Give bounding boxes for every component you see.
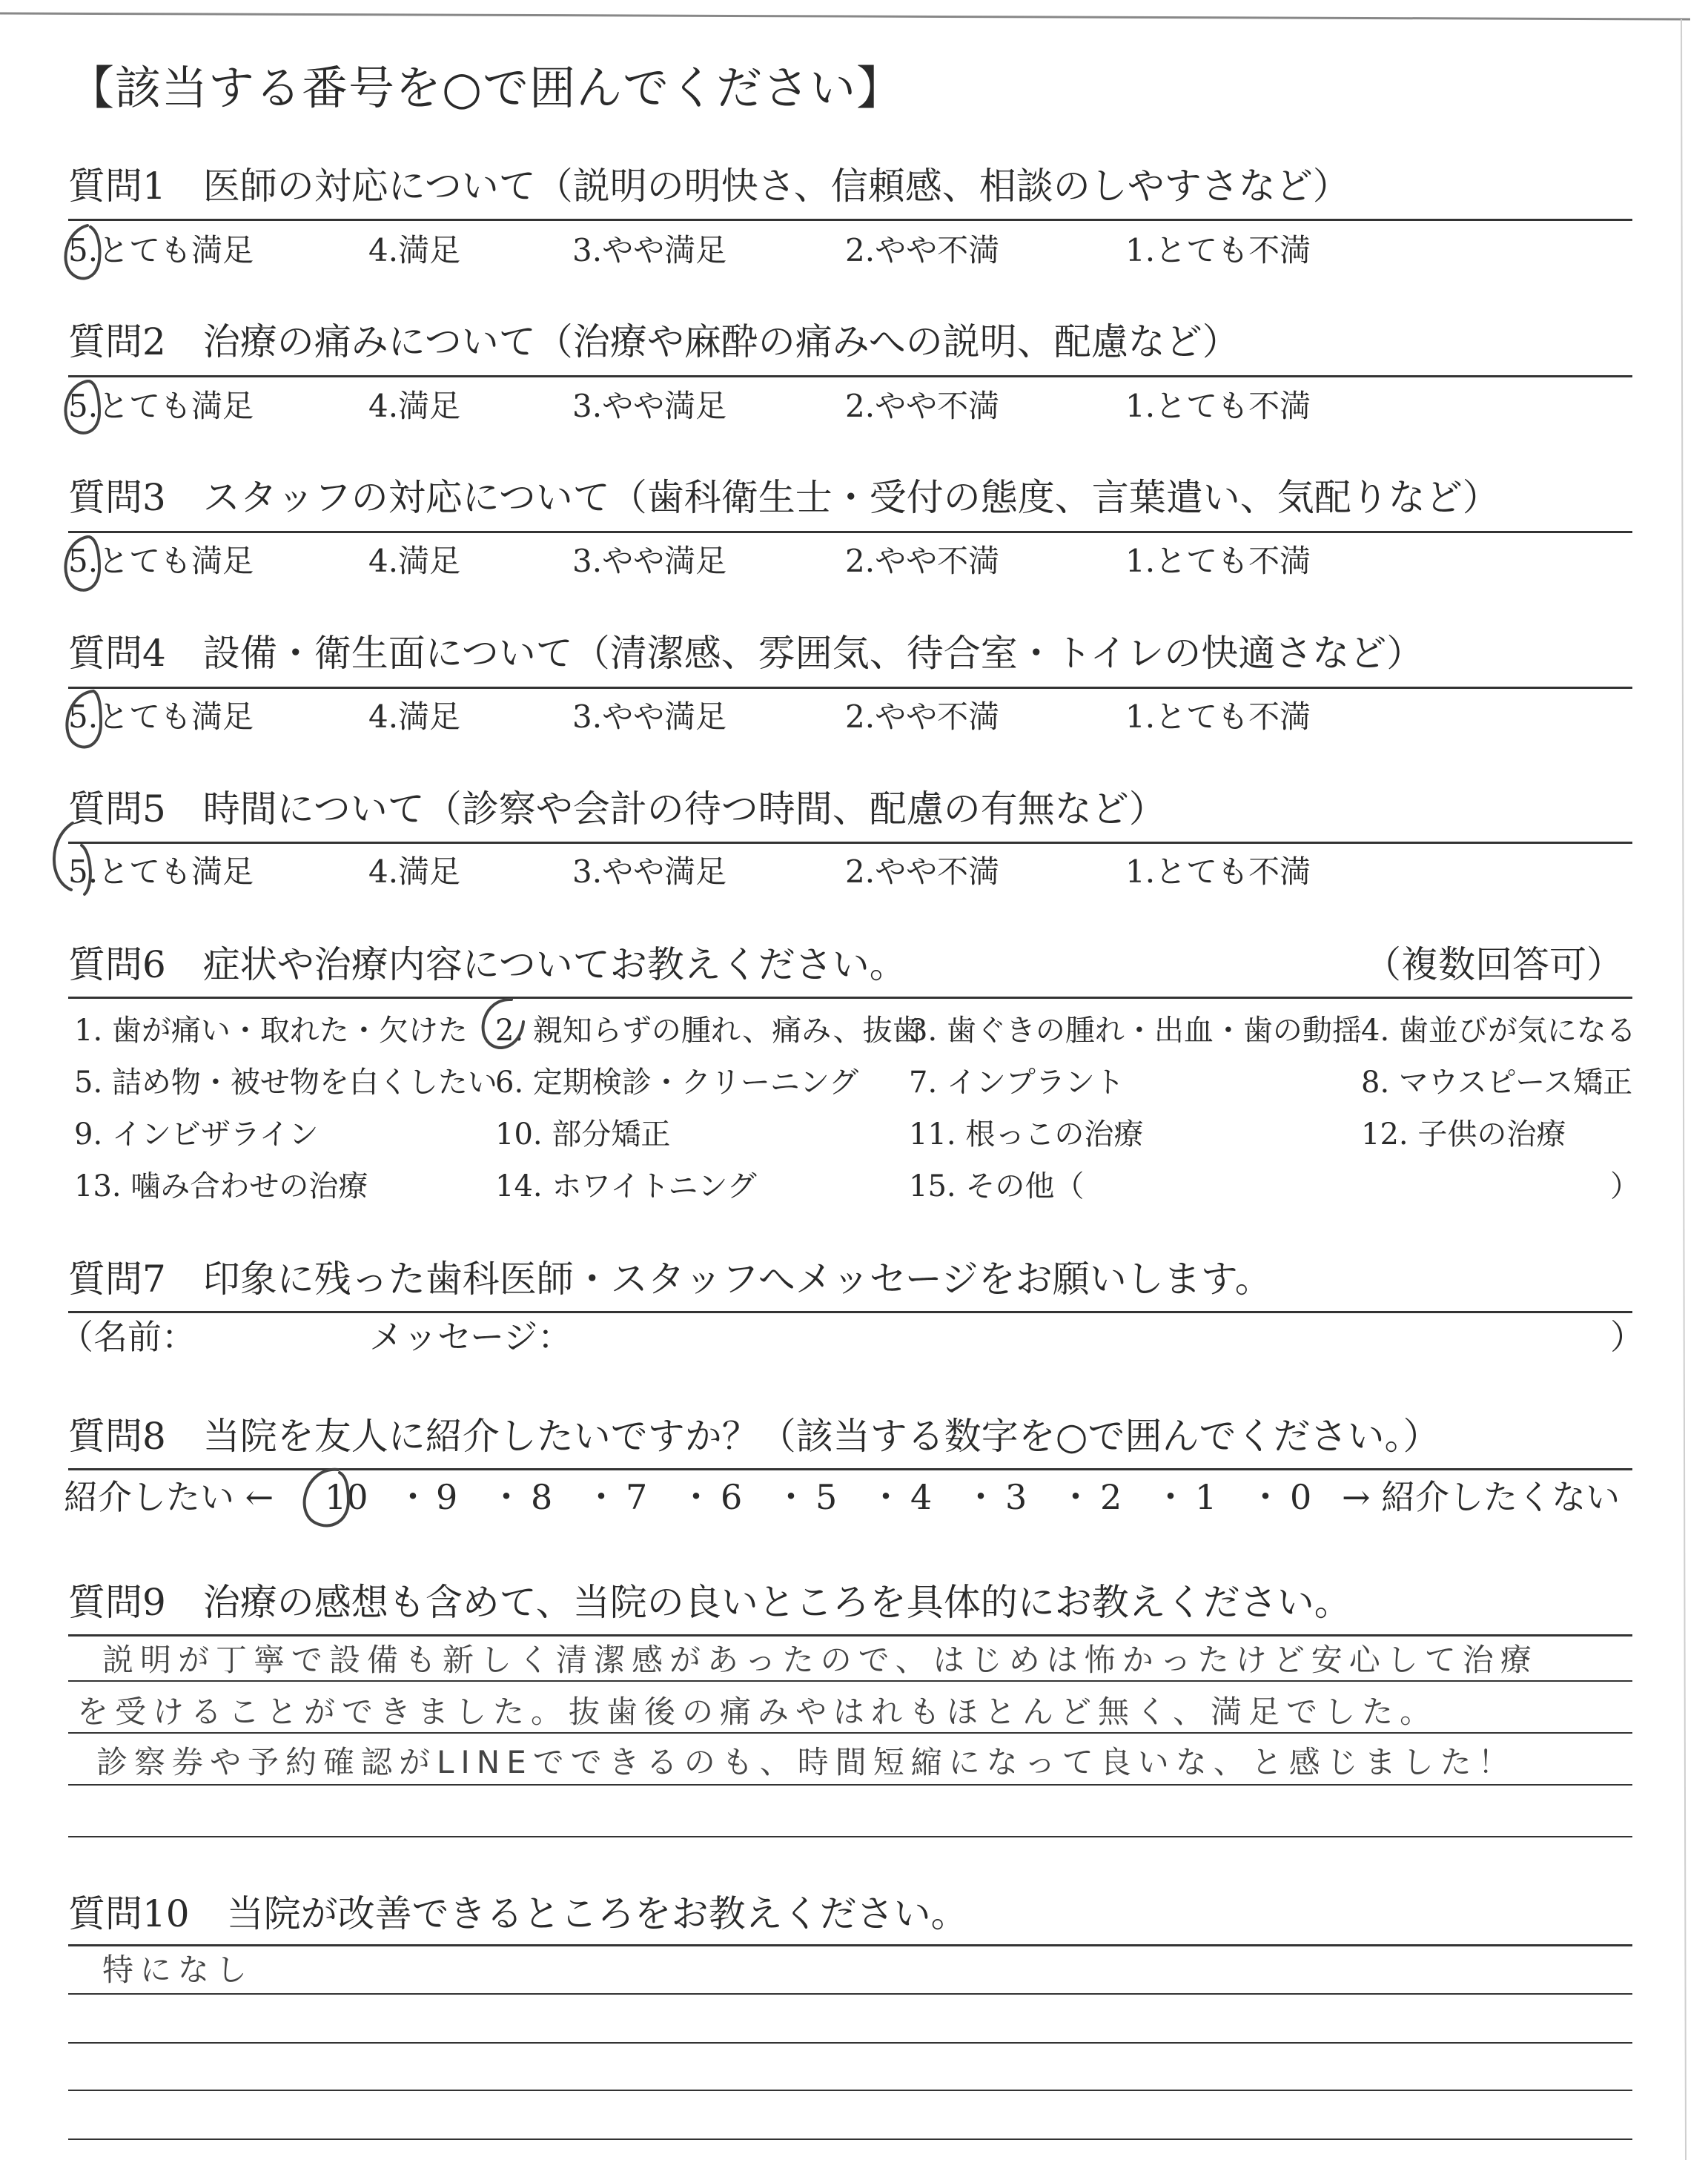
- scale-dot: ・: [679, 1477, 713, 1517]
- symptom-option[interactable]: 7. インプラント: [909, 1066, 1125, 1100]
- message-close-paren: ）: [1610, 1317, 1644, 1357]
- question-heading: 質問7 印象に残った歯科医師・スタッフへメッセージをお願いします。: [68, 1258, 1272, 1301]
- scale-3[interactable]: 3: [1005, 1477, 1027, 1517]
- option-1[interactable]: 1.とても不満: [1125, 853, 1311, 890]
- symptom-option[interactable]: 10. 部分矯正: [495, 1117, 671, 1152]
- question-heading: 質問6 症状や治療内容についてお教えください。: [68, 943, 907, 986]
- symptom-option[interactable]: 6. 定期検診・クリーニング: [495, 1066, 859, 1100]
- option-4[interactable]: 4.満足: [368, 232, 461, 268]
- question-heading: 質問8 当院を友人に紹介したいですか？（該当する数字を○で囲んでください。）: [68, 1415, 1440, 1458]
- option-2[interactable]: 2.やや不満: [845, 698, 1000, 735]
- option-1[interactable]: 1.とても不満: [1125, 232, 1311, 268]
- recommend-left-label: 紹介したい ←: [64, 1477, 274, 1517]
- option-3[interactable]: 3.やや満足: [572, 388, 727, 424]
- divider: [68, 1944, 1632, 1946]
- scale-dot: ・: [1248, 1477, 1282, 1517]
- multiple-answers-note: （複数回答可）: [1364, 943, 1623, 986]
- scale-0[interactable]: 0: [1290, 1477, 1312, 1517]
- writing-line: [68, 1836, 1632, 1837]
- divider: [68, 1468, 1632, 1470]
- symptom-option[interactable]: 4. 歯並びが気になる: [1361, 1014, 1636, 1048]
- symptom-option[interactable]: 3. 歯ぐきの腫れ・出血・歯の動揺: [909, 1014, 1362, 1048]
- option-4[interactable]: 4.満足: [368, 543, 461, 579]
- question-heading: 質問3 スタッフの対応について（歯科衛生士・受付の態度、言葉遣い、気配りなど）: [68, 476, 1500, 519]
- handwritten-answer-line: 診察券や予約確認がLINEでできるのも、時間短縮になって良いな、と感じました！: [96, 1744, 1516, 1780]
- question-heading: 質問4 設備・衛生面について（清潔感、雰囲気、待合室・トイレの快適さなど）: [68, 632, 1424, 675]
- writing-line: [68, 1680, 1632, 1682]
- divider: [68, 375, 1632, 377]
- symptom-option[interactable]: 11. 根っこの治療: [909, 1117, 1144, 1152]
- scale-dot: ・: [774, 1477, 808, 1517]
- divider: [68, 1634, 1632, 1636]
- question-heading: 質問5 時間について（診察や会計の待つ時間、配慮の有無など）: [68, 787, 1166, 830]
- question-heading: 質問10 当院が改善できるところをお教えください。: [68, 1892, 968, 1935]
- divider: [68, 687, 1632, 689]
- symptom-option[interactable]: 1. 歯が痛い・取れた・欠けた: [74, 1014, 468, 1048]
- message-label: メッセージ：: [369, 1317, 572, 1357]
- option-2[interactable]: 2.やや不満: [845, 543, 1000, 579]
- handwritten-answer-line: を受けることができました。抜歯後の痛みやはれもほとんど無く、満足でした。: [77, 1694, 1438, 1730]
- scale-dot: ・: [964, 1477, 998, 1517]
- scale-8[interactable]: 8: [531, 1477, 553, 1517]
- handwritten-answer-line: 特になし: [102, 1952, 254, 1988]
- option-1[interactable]: 1.とても不満: [1125, 388, 1311, 424]
- option-3[interactable]: 3.やや満足: [572, 853, 727, 890]
- option-5[interactable]: 5.とても満足: [68, 543, 254, 579]
- scale-4[interactable]: 4: [910, 1477, 933, 1517]
- scale-dot: ・: [396, 1477, 430, 1517]
- question-heading: 質問2 治療の痛みについて（治療や麻酔の痛みへの説明、配慮など）: [68, 320, 1239, 363]
- option-2[interactable]: 2.やや不満: [845, 388, 1000, 424]
- option-5[interactable]: 5.とても満足: [68, 853, 254, 890]
- scale-dot: ・: [869, 1477, 903, 1517]
- writing-line: [68, 1732, 1632, 1734]
- writing-line: [68, 1993, 1632, 1995]
- option-5[interactable]: 5.とても満足: [68, 388, 254, 424]
- divider: [68, 997, 1632, 999]
- divider: [68, 219, 1632, 221]
- symptom-option-other[interactable]: 15. その他（: [909, 1169, 1085, 1203]
- symptom-option[interactable]: 2. 親知らずの腫れ、痛み、抜歯: [495, 1014, 922, 1048]
- form-title: 【該当する番号を○で囲んでください】: [68, 61, 904, 115]
- scale-7[interactable]: 7: [626, 1477, 648, 1517]
- writing-line: [68, 2042, 1632, 2044]
- option-2[interactable]: 2.やや不満: [845, 232, 1000, 268]
- scale-1[interactable]: 1: [1195, 1477, 1217, 1517]
- option-2[interactable]: 2.やや不満: [845, 853, 1000, 890]
- symptom-option[interactable]: 8. マウスピース矯正: [1361, 1066, 1633, 1100]
- divider: [68, 531, 1632, 533]
- option-3[interactable]: 3.やや満足: [572, 698, 727, 735]
- option-4[interactable]: 4.満足: [368, 853, 461, 890]
- scale-10[interactable]: 10: [325, 1477, 368, 1517]
- symptom-option[interactable]: 13. 噛み合わせの治療: [74, 1169, 368, 1203]
- writing-line: [68, 1784, 1632, 1786]
- scale-dot: ・: [1059, 1477, 1093, 1517]
- option-3[interactable]: 3.やや満足: [572, 543, 727, 579]
- option-1[interactable]: 1.とても不満: [1125, 543, 1311, 579]
- name-label: （名前：: [59, 1317, 196, 1357]
- option-5[interactable]: 5.とても満足: [68, 232, 254, 268]
- other-close-paren: ）: [1610, 1169, 1640, 1203]
- question-heading: 質問9 治療の感想も含めて、当院の良いところを具体的にお教えください。: [68, 1581, 1351, 1624]
- symptom-option[interactable]: 14. ホワイトニング: [495, 1169, 757, 1203]
- scale-dot: ・: [1153, 1477, 1188, 1517]
- option-4[interactable]: 4.満足: [368, 388, 461, 424]
- symptom-option[interactable]: 9. インビザライン: [74, 1117, 319, 1152]
- writing-line: [68, 2138, 1632, 2140]
- scale-9[interactable]: 9: [436, 1477, 458, 1517]
- scale-dot: ・: [489, 1477, 523, 1517]
- symptom-option[interactable]: 12. 子供の治療: [1361, 1117, 1566, 1152]
- option-5[interactable]: 5.とても満足: [68, 698, 254, 735]
- option-4[interactable]: 4.満足: [368, 698, 461, 735]
- handwritten-answer-line: 説明が丁寧で設備も新しく清潔感があったので、はじめは怖かったけど安心して治療: [102, 1642, 1538, 1678]
- divider: [68, 842, 1632, 844]
- option-1[interactable]: 1.とても不満: [1125, 698, 1311, 735]
- option-3[interactable]: 3.やや満足: [572, 232, 727, 268]
- recommend-right-label: → 紹介したくない: [1342, 1477, 1621, 1517]
- writing-line: [68, 2090, 1632, 2091]
- divider: [68, 1311, 1632, 1313]
- scale-2[interactable]: 2: [1100, 1477, 1122, 1517]
- scale-6[interactable]: 6: [721, 1477, 743, 1517]
- scale-5[interactable]: 5: [815, 1477, 838, 1517]
- symptom-option[interactable]: 5. 詰め物・被せ物を白くしたい: [74, 1066, 497, 1100]
- scale-dot: ・: [584, 1477, 618, 1517]
- question-heading: 質問1 医師の対応について（説明の明快さ、信頼感、相談のしやすさなど）: [68, 165, 1350, 208]
